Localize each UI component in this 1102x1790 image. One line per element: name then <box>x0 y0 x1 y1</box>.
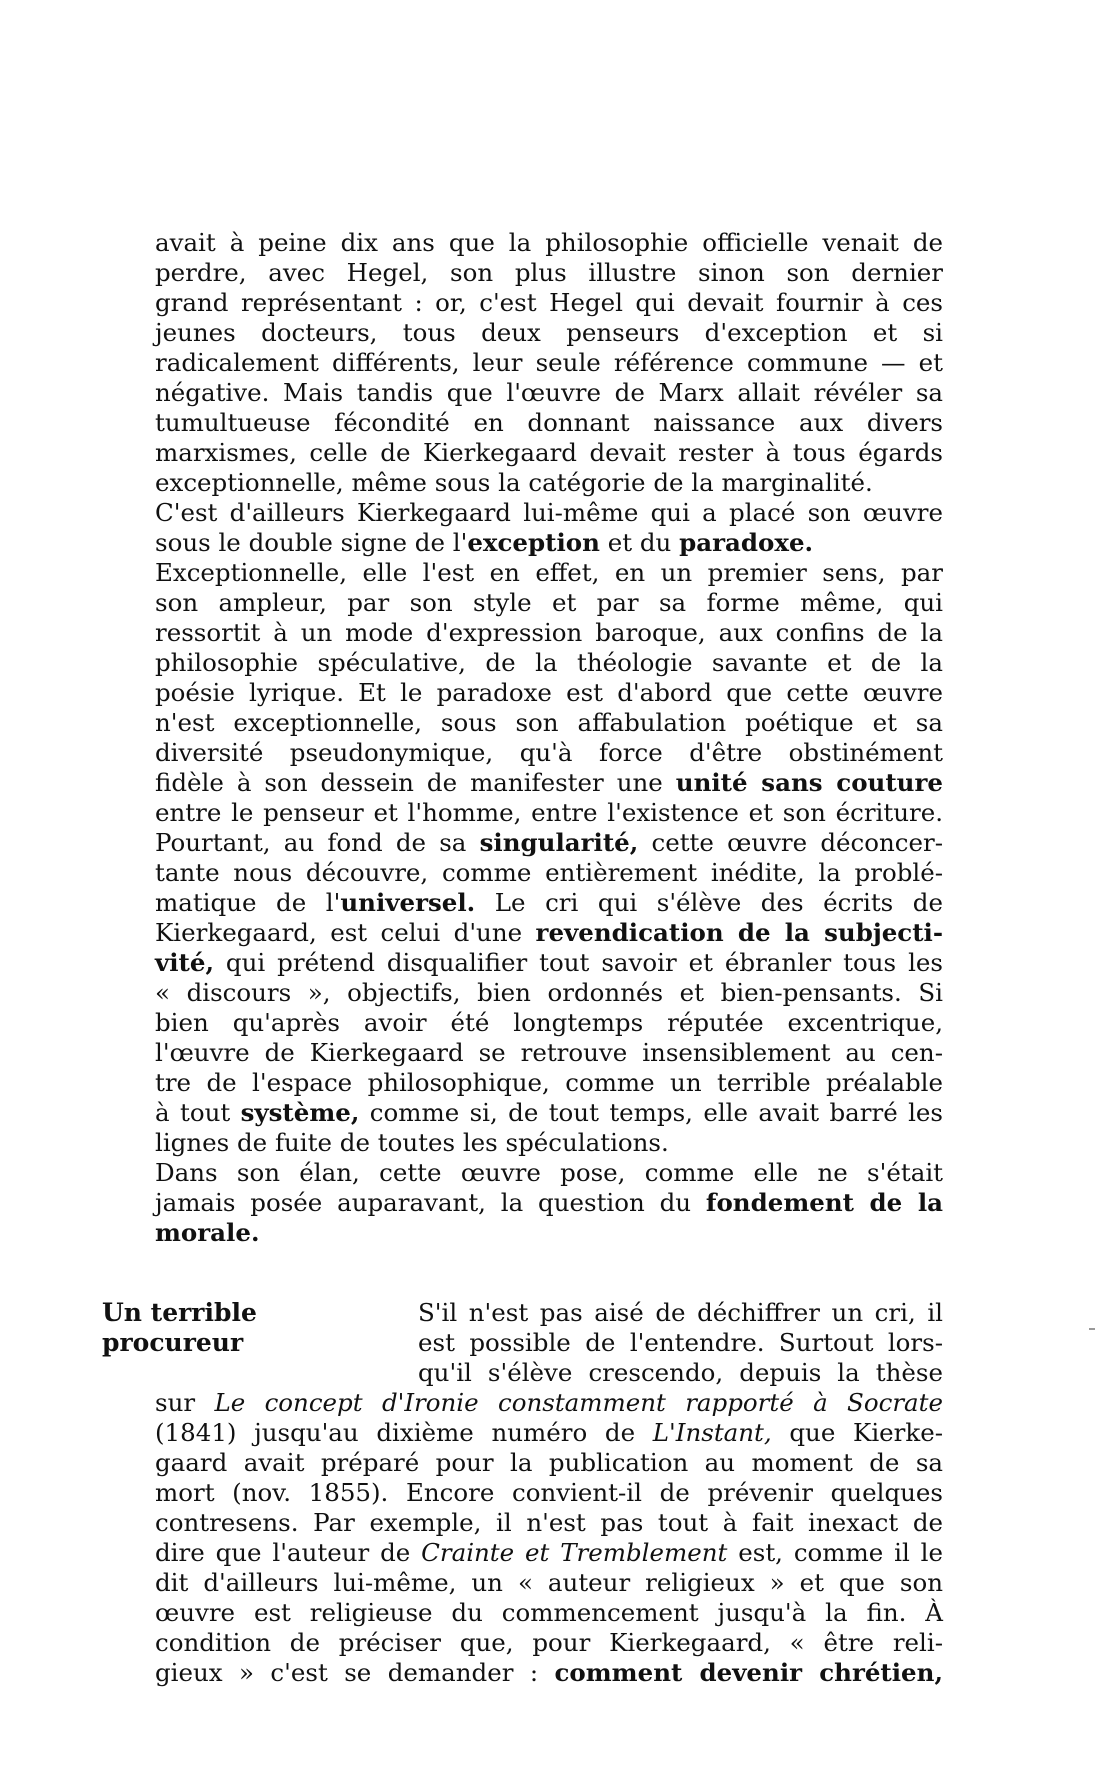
text-line: œuvre est religieuse du commencement jusqu'à la fin. À <box>155 1598 943 1627</box>
key-term-fondement: fondement de la <box>705 1188 944 1217</box>
text-span: est, comme il le <box>727 1538 943 1567</box>
key-term-exception: exception <box>467 528 600 557</box>
key-term-vite: vité, <box>155 948 214 977</box>
work-title-crainte: Crainte et Tremblement <box>421 1538 728 1567</box>
text-line: « discours », objectifs, bien ordonnés et bien-pensants. Si <box>155 978 943 1007</box>
text-line: négative. Mais tandis que l'œuvre de Marx allait révéler sa <box>155 378 943 407</box>
text-line: jeunes docteurs, tous deux penseurs d'exception et si <box>155 318 943 347</box>
text-line: gaard avait préparé pour la publication au moment de sa <box>155 1448 943 1477</box>
text-line: exceptionnelle, même sous la catégorie de la marginalité. <box>155 468 873 497</box>
text-line: son ampleur, par son style et par sa forme même, qui <box>155 588 943 617</box>
text-line <box>155 1098 943 1128</box>
text-line <box>155 888 943 918</box>
text-line: qu'il s'élève crescendo, depuis la thèse <box>418 1358 943 1387</box>
text-line <box>155 1658 943 1688</box>
text-line <box>155 1218 943 1248</box>
text-line: lignes de fuite de toutes les spéculations. <box>155 1128 669 1157</box>
text-line: contresens. Par exemple, il n'est pas tout à fait inexact de <box>155 1508 943 1537</box>
text-span: jamais posée auparavant, la question du <box>155 1188 706 1217</box>
text-span: Le cri qui s'élève des écrits de <box>475 888 943 917</box>
text-line: marxismes, celle de Kierkegaard devait rester à tous égards <box>155 438 943 467</box>
text-line: C'est d'ailleurs Kierkegaard lui-même qui a placé son œuvre <box>155 498 943 527</box>
text-line <box>155 768 943 798</box>
text-line <box>155 1538 943 1568</box>
text-line: l'œuvre de Kierkegaard se retrouve insensiblement au cen- <box>155 1038 943 1067</box>
key-term-comment: comment devenir chrétien, <box>554 1658 943 1687</box>
text-line: ressortit à un mode d'expression baroque, aux confins de la <box>155 618 943 647</box>
text-line: philosophie spéculative, de la théologie savante et de la <box>155 648 943 677</box>
text-line: Exceptionnelle, elle l'est en effet, en un premier sens, par <box>155 558 943 587</box>
text-span: comme si, de tout temps, elle avait barré les <box>359 1098 943 1127</box>
text-span: et du <box>599 528 680 557</box>
key-term-revendication: revendication de la subjecti- <box>535 918 943 947</box>
text-span: Kierkegaard, est celui d'une <box>155 918 536 947</box>
text-line: dit d'ailleurs lui-même, un « auteur religieux » et que son <box>155 1568 943 1597</box>
text-span: (1841) jusqu'au dixième numéro de <box>155 1418 653 1447</box>
text-line <box>155 1418 943 1448</box>
text-span: gieux » c'est se demander : <box>155 1658 555 1687</box>
text-line: tante nous découvre, comme entièrement inédite, la problé- <box>155 858 943 887</box>
key-term-singularite: singularité, <box>479 828 639 857</box>
text-span: sous le double signe de l' <box>155 528 468 557</box>
text-span: sur <box>155 1388 215 1417</box>
text-line: avait à peine dix ans que la philosophie officielle venait de <box>155 228 943 257</box>
text-span: Pourtant, au fond de sa <box>155 828 480 857</box>
key-term-unite: unité sans couture <box>675 768 943 797</box>
text-line: poésie lyrique. Et le paradoxe est d'abord que cette œuvre <box>155 678 943 707</box>
text-line <box>155 948 943 978</box>
margin-mark <box>1089 1328 1095 1330</box>
text-span: que Kierke- <box>771 1418 943 1447</box>
key-term-morale: morale. <box>155 1218 260 1247</box>
key-term-universel: universel. <box>340 888 476 917</box>
text-line: Dans son élan, cette œuvre pose, comme elle ne s'était <box>155 1158 943 1187</box>
text-line <box>155 828 943 858</box>
text-line: diversité pseudonymique, qu'à force d'être obstinément <box>155 738 943 767</box>
text-line: tre de l'espace philosophique, comme un terrible préalable <box>155 1068 943 1097</box>
text-span: fidèle à son dessein de manifester une <box>155 768 676 797</box>
text-line: grand représentant : or, c'est Hegel qui devait fournir à ces <box>155 288 943 317</box>
text-span: cette œuvre déconcer- <box>638 828 943 857</box>
text-line <box>155 1388 943 1418</box>
text-line: perdre, avec Hegel, son plus illustre sinon son dernier <box>155 258 943 287</box>
key-term-systeme: système, <box>240 1098 360 1127</box>
section-title-line-1: Un terrible <box>102 1298 257 1327</box>
work-title-ironie: Le concept d'Ironie constamment rapporté à Socrate <box>214 1388 943 1417</box>
text-line: entre le penseur et l'homme, entre l'existence et son écriture. <box>155 798 943 827</box>
text-line: est possible de l'entendre. Surtout lors- <box>418 1328 943 1357</box>
text-line: condition de préciser que, pour Kierkegaard, « être reli- <box>155 1628 943 1657</box>
text-line: bien qu'après avoir été longtemps réputée excentrique, <box>155 1008 943 1037</box>
section-title-line-2: procureur <box>102 1328 244 1357</box>
text-span: matique de l' <box>155 888 341 917</box>
text-span: qui prétend disqualifier tout savoir et ébranler tous les <box>213 948 943 977</box>
text-span: dire que l'auteur de <box>155 1538 422 1567</box>
text-line: mort (nov. 1855). Encore convient-il de prévenir quelques <box>155 1478 943 1507</box>
key-term-paradoxe: paradoxe. <box>679 528 814 557</box>
work-title-instant: L'Instant, <box>652 1418 772 1447</box>
text-line: tumultueuse fécondité en donnant naissance aux divers <box>155 408 943 437</box>
text-line: n'est exceptionnelle, sous son affabulation poétique et sa <box>155 708 943 737</box>
text-span: à tout <box>155 1098 241 1127</box>
text-line: S'il n'est pas aisé de déchiffrer un cri, il <box>418 1298 943 1327</box>
text-line <box>155 528 943 558</box>
text-line: radicalement différents, leur seule référence commune — et <box>155 348 943 377</box>
text-line <box>155 1188 943 1218</box>
text-line <box>155 918 943 948</box>
